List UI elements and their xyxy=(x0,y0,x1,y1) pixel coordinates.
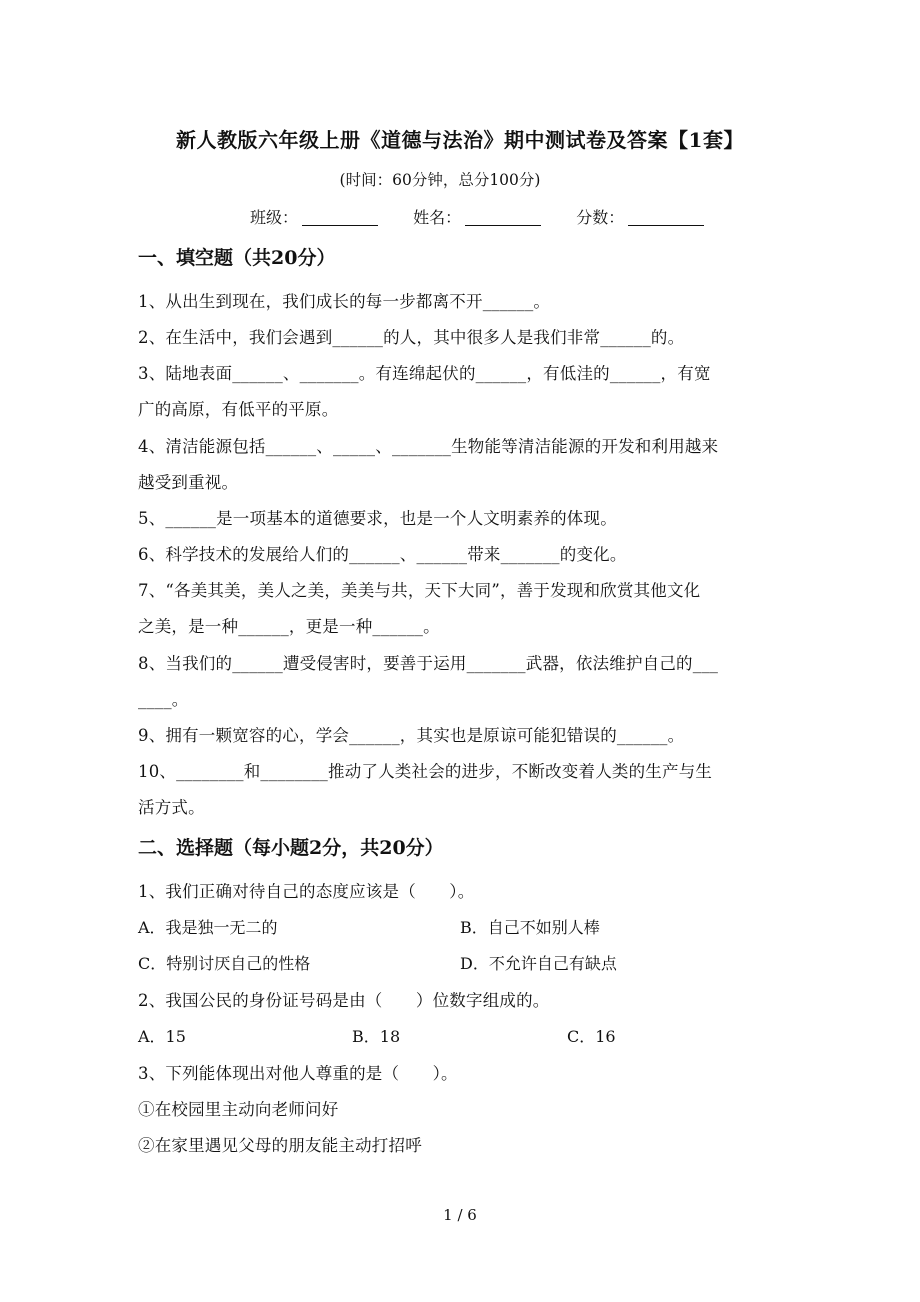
class-blank[interactable] xyxy=(302,225,378,226)
question-line: 10、________和________推动了人类社会的进步，不断改变着人类的生产与生 xyxy=(138,762,713,781)
section-heading-fill-blank: 一、填空题（共20分） xyxy=(138,247,336,269)
choice-option-c[interactable]: C．特别讨厌自己的性格 xyxy=(138,954,311,973)
question-line: 活方式。 xyxy=(138,798,205,817)
question-line: 9、拥有一颗宽容的心，学会______，其实也是原谅可能犯错误的______。 xyxy=(138,726,685,745)
choice-question-stem: 3、下列能体现出对他人尊重的是（ ）。 xyxy=(138,1064,458,1083)
choice-option-b[interactable]: B．18 xyxy=(352,1027,401,1046)
name-label: 姓名： xyxy=(413,208,462,227)
question-line: 8、当我们的______遭受侵害时，要善于运用_______武器，依法维护自己的___ xyxy=(138,654,719,673)
choice-option-c[interactable]: C．16 xyxy=(567,1027,616,1046)
question-line: 3、陆地表面______、_______。有连绵起伏的______，有低洼的______，有宽 xyxy=(138,364,711,383)
page-number: 1 / 6 xyxy=(443,1206,477,1224)
choice-option-a[interactable]: A．我是独一无二的 xyxy=(138,918,278,937)
choice-option-a[interactable]: A．15 xyxy=(138,1027,186,1046)
score-blank[interactable] xyxy=(628,225,704,226)
statement-item: ①在校园里主动向老师问好 xyxy=(138,1100,339,1119)
question-line: ____。 xyxy=(138,690,189,709)
question-line: 4、清洁能源包括______、_____、_______生物能等清洁能源的开发和利用越来 xyxy=(138,437,719,456)
choice-question-stem: 1、我们正确对待自己的态度应该是（ ）。 xyxy=(138,882,475,901)
choice-question-stem: 2、我国公民的身份证号码是由（ ）位数字组成的。 xyxy=(138,991,550,1010)
class-label: 班级： xyxy=(250,208,299,227)
question-line: 1、从出生到现在，我们成长的每一步都离不开______。 xyxy=(138,292,551,311)
student-info-line xyxy=(250,205,734,228)
section-heading-choice: 二、选择题（每小题2分，共20分） xyxy=(138,837,444,859)
statement-item: ②在家里遇见父母的朋友能主动打招呼 xyxy=(138,1136,422,1155)
class-field xyxy=(250,205,378,228)
name-field xyxy=(413,205,541,228)
time-score-note: (时间：60分钟，总分100分) xyxy=(339,171,541,189)
page-title: 新人教版六年级上册《道德与法治》期中测试卷及答案【1套】 xyxy=(176,128,744,152)
score-label: 分数： xyxy=(576,208,625,227)
question-line: 2、在生活中，我们会遇到______的人，其中很多人是我们非常______的。 xyxy=(138,328,685,347)
score-field xyxy=(576,205,704,228)
question-line: 7、“各美其美，美人之美，美美与共，天下大同”，善于发现和欣赏其他文化 xyxy=(138,581,701,600)
question-line: 5、______是一项基本的道德要求，也是一个人文明素养的体现。 xyxy=(138,509,617,528)
question-line: 广的高原，有低平的平原。 xyxy=(138,400,339,419)
choice-option-d[interactable]: D．不允许自己有缺点 xyxy=(460,954,617,973)
question-line: 越受到重视。 xyxy=(138,473,239,492)
question-line: 6、科学技术的发展给人们的______、______带来_______的变化。 xyxy=(138,545,627,564)
question-line: 之美，是一种______，更是一种______。 xyxy=(138,617,440,636)
name-blank[interactable] xyxy=(465,225,541,226)
choice-option-b[interactable]: B．自己不如别人棒 xyxy=(460,918,600,937)
